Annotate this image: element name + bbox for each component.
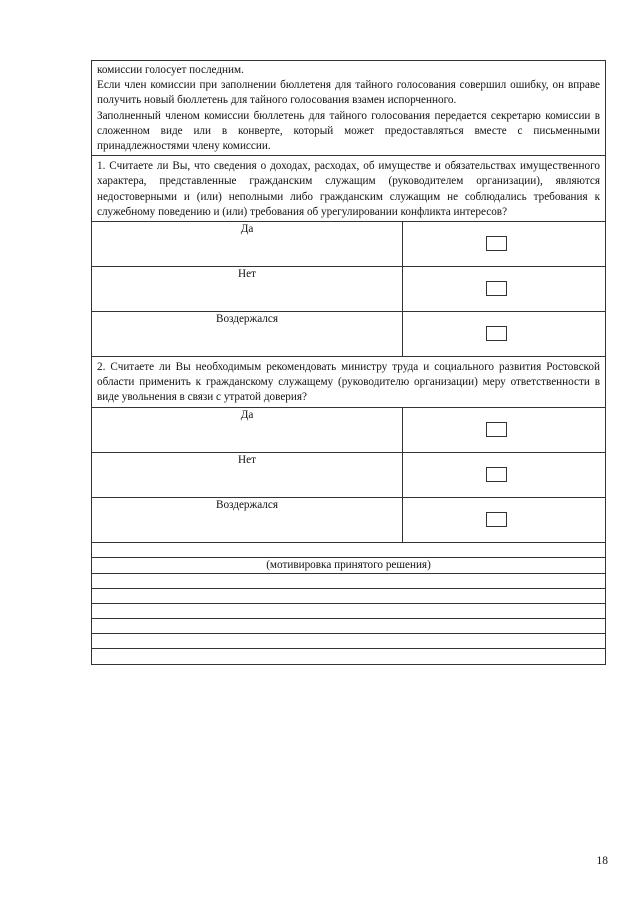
option-label: Да [92,408,403,452]
question-2-text: 2. Считаете ли Вы необходимым рекомендовать министру труда и социального развития Ростовской области применить к гражданскому служащему (руководителю организации) меру ответственности в виде увольнения в связи с утратой доверия? [92,357,605,408]
motivation-line[interactable] [92,634,605,649]
motivation-line[interactable] [92,574,605,589]
q2-option-yes [92,408,605,453]
instruction-paragraph-3: Заполненный членом комиссии бюллетень для тайного голосования передается секретарю комиссии в сложенном виде или в конверте, который может предоставляться вместе с письменными принадлежностями члену комиссии. [97,109,600,153]
motivation-line[interactable] [92,649,605,664]
q2-abstain-checkbox[interactable] [486,512,507,527]
page-number: 18 [596,855,608,867]
option-label: Нет [92,453,403,497]
instruction-line-1: комиссии голосует последним. [97,64,244,76]
option-label: Воздержался [92,498,403,542]
question-1-text: 1. Считаете ли Вы, что сведения о доходах, расходах, об имуществе и обязательствах имущественного характера, представленные гражданским служащим (руководителем организации), являются недостоверными и (или) неполными либо гражданским служащим не соблюдались требования к служебному поведению и (или) требования об урегулировании конфликта интересов? [92,156,605,222]
q1-option-abstain [92,312,605,357]
motivation-line[interactable] [92,619,605,634]
motivation-caption: (мотивировка принятого решения) [92,558,605,574]
q1-abstain-checkbox[interactable] [486,326,507,341]
instructions-block [92,61,605,156]
q2-option-abstain [92,498,605,543]
q1-option-yes [92,222,605,267]
q1-no-checkbox[interactable] [486,281,507,296]
instruction-paragraph-2: Если член комиссии при заполнении бюллетеня для тайного голосования совершил ошибку, он вправе получить новый бюллетень для тайного голосования взамен испорченного. [97,79,600,107]
q1-option-no [92,267,605,312]
q2-no-checkbox[interactable] [486,467,507,482]
option-label: Нет [92,267,403,311]
option-label: Да [92,222,403,266]
motivation-line[interactable] [92,589,605,604]
q1-yes-checkbox[interactable] [486,236,507,251]
motivation-line[interactable] [92,604,605,619]
q2-option-no [92,453,605,498]
q2-yes-checkbox[interactable] [486,422,507,437]
motivation-line[interactable] [92,543,605,558]
ballot-table [91,60,606,665]
option-label: Воздержался [92,312,403,356]
